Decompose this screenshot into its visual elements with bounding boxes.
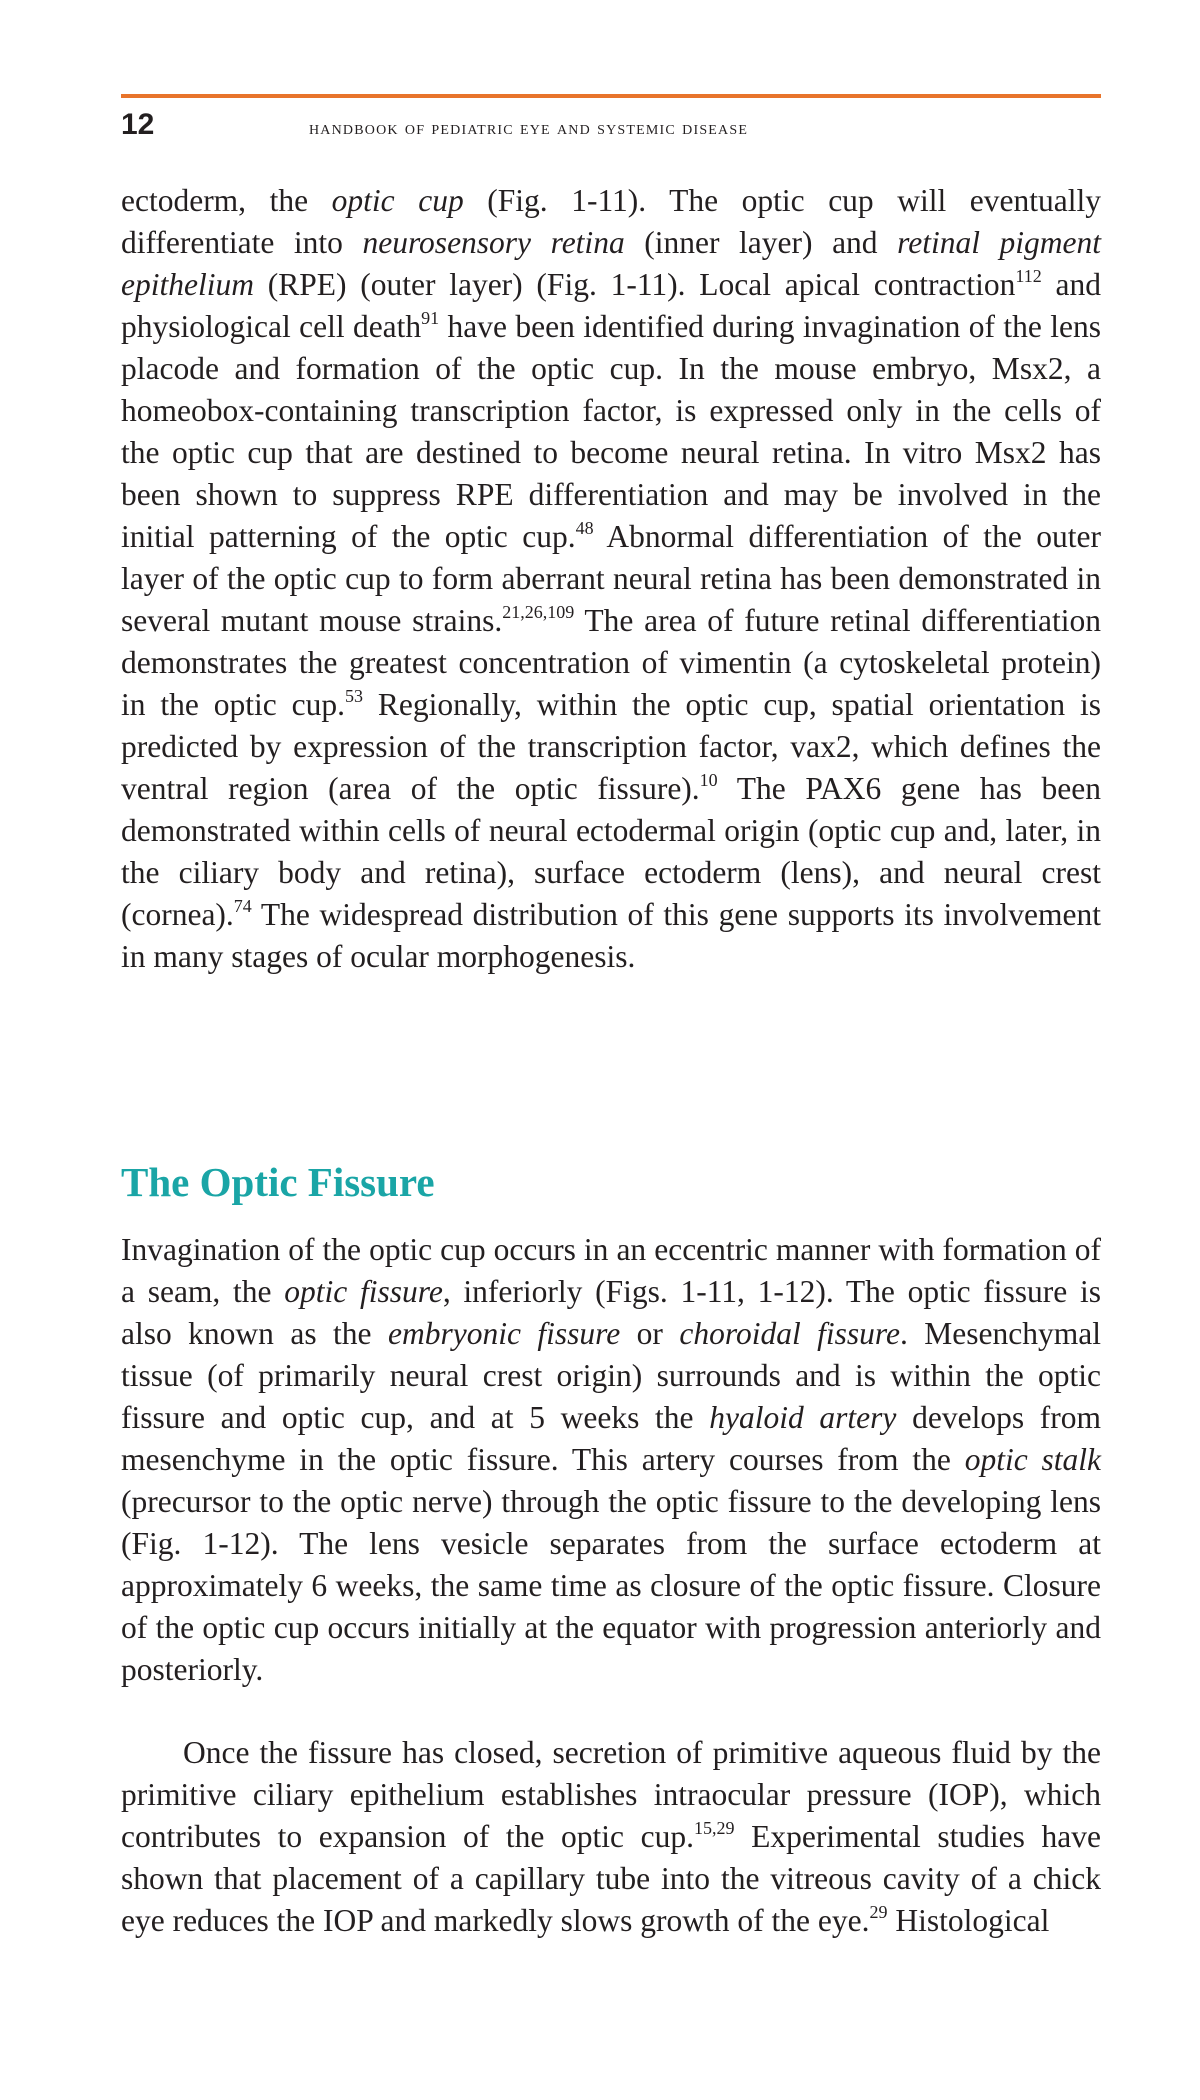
italic-term: optic fissure	[284, 1274, 443, 1309]
text-run: have been identified during invagination of the lens placode and formation of the optic cup. In the mouse embryo, Msx2, a homeobox-containing transcription factor, is expressed only in the cells of the optic cup that are destined to become neural retina. In vitro Msx2 has been shown to suppress RPE differentiation and may be involved in the initial patterning of the optic cup.	[121, 309, 1101, 554]
text-run: The area of future retinal differentiation demonstrates the greatest concentration of vimentin (a cytoskeletal protein) in the optic cup.	[121, 603, 1101, 722]
citation-superscript: 15,29	[693, 1818, 735, 1838]
paragraph-optic-fissure	[121, 1229, 1101, 1691]
text-run: Abnormal differentiation of the outer layer of the optic cup to form aberrant neural retina has been demonstrated in several mutant mouse strains.	[121, 519, 1101, 638]
italic-term: optic stalk	[964, 1442, 1102, 1477]
text-run: Regionally, within the optic cup, spatial orientation is predicted by expression of the transcription factor, vax2, which defines the ventral region (area of the optic fissure).	[121, 687, 1101, 806]
citation-superscript: 48	[575, 518, 594, 538]
text-run: (inner layer) and	[624, 225, 898, 260]
citation-superscript: 112	[1015, 266, 1042, 286]
text-run: develops from mesenchyme in the optic fissure. This artery courses from the	[121, 1400, 1102, 1477]
book-title: handbook of pediatric eye and systemic disease	[309, 117, 749, 139]
section-heading: The Optic Fissure	[121, 1159, 435, 1205]
paragraph-optic-cup	[121, 180, 1101, 978]
italic-term: choroidal fissure	[679, 1316, 900, 1351]
text-run: , inferiorly (Figs. 1-11, 1-12). The optic fissure is also known as the	[121, 1274, 1102, 1351]
text-run: The PAX6 gene has been demonstrated within cells of neural ectodermal origin (optic cup and, later, in the ciliary body and retina), surface ectoderm (lens), and neural crest (cornea).	[121, 771, 1101, 932]
text-run: or	[620, 1316, 680, 1351]
paragraph-iop	[121, 1732, 1101, 1942]
citation-superscript: 10	[699, 770, 718, 790]
text-run: and physiological cell death	[121, 267, 1101, 344]
italic-term: neurosensory retina	[362, 225, 625, 260]
running-head	[121, 94, 1101, 146]
text-run: (RPE) (outer layer) (Fig. 1-11). Local apical contraction	[253, 267, 1016, 302]
text-run: (Fig. 1-11). The optic cup will eventually differentiate into	[121, 183, 1102, 260]
italic-term: retinal pigment epithelium	[121, 225, 1102, 302]
text-run: The widespread distribution of this gene supports its involvement in many stages of ocular morphogenesis.	[121, 897, 1101, 974]
citation-superscript: 21,26,109	[502, 602, 575, 622]
citation-superscript: 74	[233, 896, 252, 916]
italic-term: optic cup	[331, 183, 464, 218]
text-run: (precursor to the optic nerve) through the optic fissure to the developing lens (Fig. 1-12). The lens vesicle separates from the surface ectoderm at approximately 6 weeks, the same time as closure of the optic fissure. Closure of the optic cup occurs initially at the equator with progression anteriorly and posteriorly.	[121, 1484, 1101, 1687]
page-number: 12	[121, 108, 155, 141]
text-run: Histological	[887, 1903, 1050, 1938]
italic-term: embryonic fissure	[387, 1316, 621, 1351]
citation-superscript: 53	[344, 686, 363, 706]
text-run: Once the fissure has closed, secretion of primitive aqueous fluid by the primitive ciliary epithelium establishes intraocular pressure (IOP), which contributes to expansion of the optic cup.	[121, 1735, 1101, 1854]
text-run: ectoderm, the	[121, 183, 332, 218]
text-run: Invagination of the optic cup occurs in an eccentric manner with formation of a seam, the	[121, 1232, 1101, 1309]
text-run: Experimental studies have shown that placement of a capillary tube into the vitreous cavity of a chick eye reduces the IOP and markedly slows growth of the eye.	[121, 1819, 1101, 1938]
citation-superscript: 29	[869, 1902, 888, 1922]
citation-superscript: 91	[421, 308, 440, 328]
italic-term: hyaloid artery	[709, 1400, 897, 1435]
text-run: . Mesenchymal tissue (of primarily neural crest origin) surrounds and is within the optic fissure and optic cup, and at 5 weeks the	[121, 1316, 1101, 1435]
